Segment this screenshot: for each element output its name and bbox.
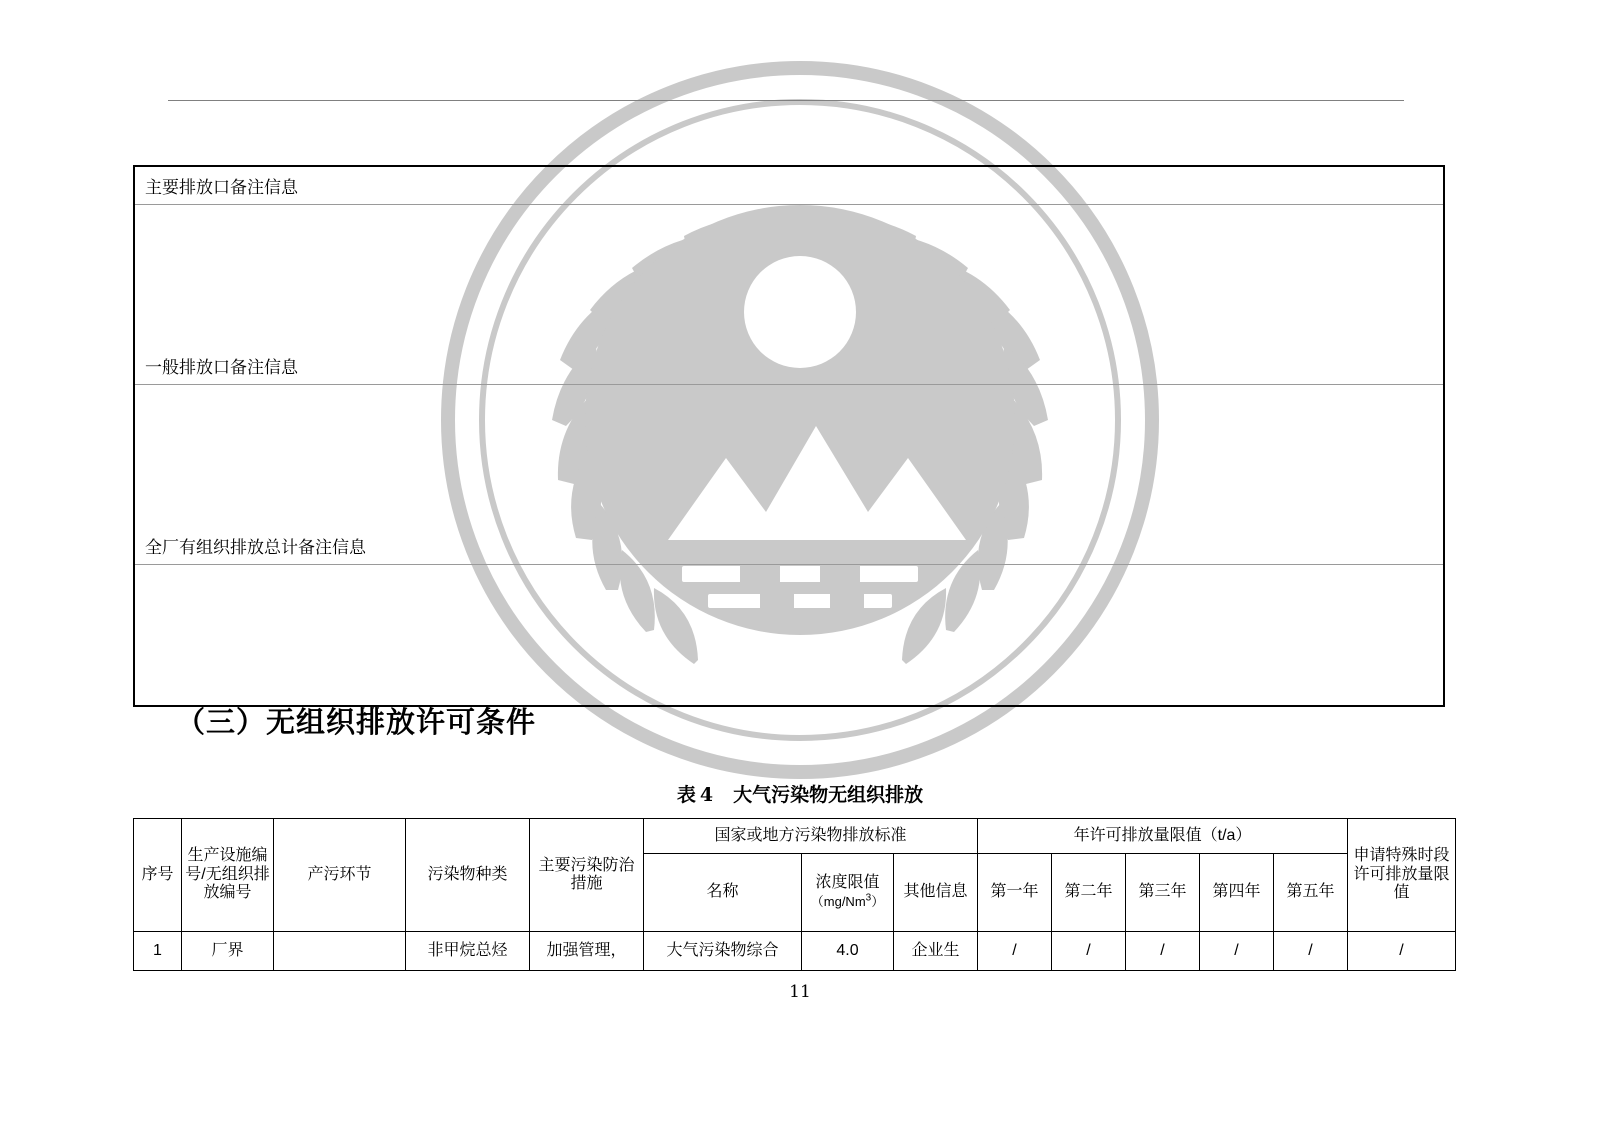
plant-total-remark-label: 全厂有组织排放总计备注信息 <box>134 527 1444 565</box>
concentration-unit: （mg/Nm$^3$） <box>810 892 885 909</box>
cell-standard-name: 大气污染物综合 <box>644 932 802 971</box>
col-standard-group: 国家或地方污染物排放标准 <box>644 819 978 854</box>
col-concentration-limit <box>802 854 894 932</box>
col-year-4: 第四年 <box>1200 854 1274 932</box>
cell-facility-no: 厂界 <box>182 932 274 971</box>
cell-year-3: / <box>1126 932 1200 971</box>
col-control-measure: 主要污染防治措施 <box>530 819 644 932</box>
table-caption-title: 大气污染物无组织排放 <box>733 784 924 806</box>
table-row <box>134 527 1444 565</box>
cell-process <box>274 932 406 971</box>
col-special-period: 申请特殊时段许可排放量限值 <box>1348 819 1456 932</box>
col-year-2: 第二年 <box>1052 854 1126 932</box>
main-outlet-remark-content[interactable] <box>134 205 1444 348</box>
cell-year-5: / <box>1274 932 1348 971</box>
col-annual-limit-group: 年许可排放量限值（t/a） <box>978 819 1348 854</box>
cell-control-measure: 加强管理， <box>530 932 644 971</box>
col-year-1: 第一年 <box>978 854 1052 932</box>
table-row <box>134 347 1444 385</box>
col-other-info: 其他信息 <box>894 854 978 932</box>
col-year-3: 第三年 <box>1126 854 1200 932</box>
plant-total-remark-content[interactable] <box>134 565 1444 707</box>
cell-year-4: / <box>1200 932 1274 971</box>
main-outlet-remark-label: 主要排放口备注信息 <box>134 166 1444 205</box>
cell-seq: 1 <box>134 932 182 971</box>
cell-concentration-limit: 4.0 <box>802 932 894 971</box>
general-outlet-remark-label: 一般排放口备注信息 <box>134 347 1444 385</box>
cell-special-period: / <box>1348 932 1456 971</box>
page-number: 11 <box>789 982 811 1002</box>
table-caption-number: 4 <box>699 784 714 806</box>
section-heading: （三）无组织排放许可条件 <box>176 705 537 739</box>
table-row <box>134 385 1444 528</box>
col-process: 产污环节 <box>274 819 406 932</box>
table-row <box>134 932 1456 971</box>
concentration-limit-text: 浓度限值 <box>815 873 880 891</box>
remarks-table <box>133 165 1445 707</box>
col-standard-name: 名称 <box>644 854 802 932</box>
table-row <box>134 205 1444 348</box>
fugitive-emission-table <box>133 818 1456 971</box>
col-pollutant-type: 污染物种类 <box>406 819 530 932</box>
col-seq: 序号 <box>134 819 182 932</box>
cell-year-2: / <box>1052 932 1126 971</box>
cell-pollutant-type: 非甲烷总烃 <box>406 932 530 971</box>
cell-year-1: / <box>978 932 1052 971</box>
table-caption-label: 表 <box>676 784 696 806</box>
table-header-row <box>134 819 1456 854</box>
table-row <box>134 166 1444 205</box>
col-year-5: 第五年 <box>1274 854 1348 932</box>
cell-other-info: 企业生 <box>894 932 978 971</box>
table-caption <box>0 780 1600 807</box>
header-rule <box>168 100 1404 101</box>
col-facility-no: 生产设施编号/无组织排放编号 <box>182 819 274 932</box>
general-outlet-remark-content[interactable] <box>134 385 1444 528</box>
table-row <box>134 565 1444 707</box>
